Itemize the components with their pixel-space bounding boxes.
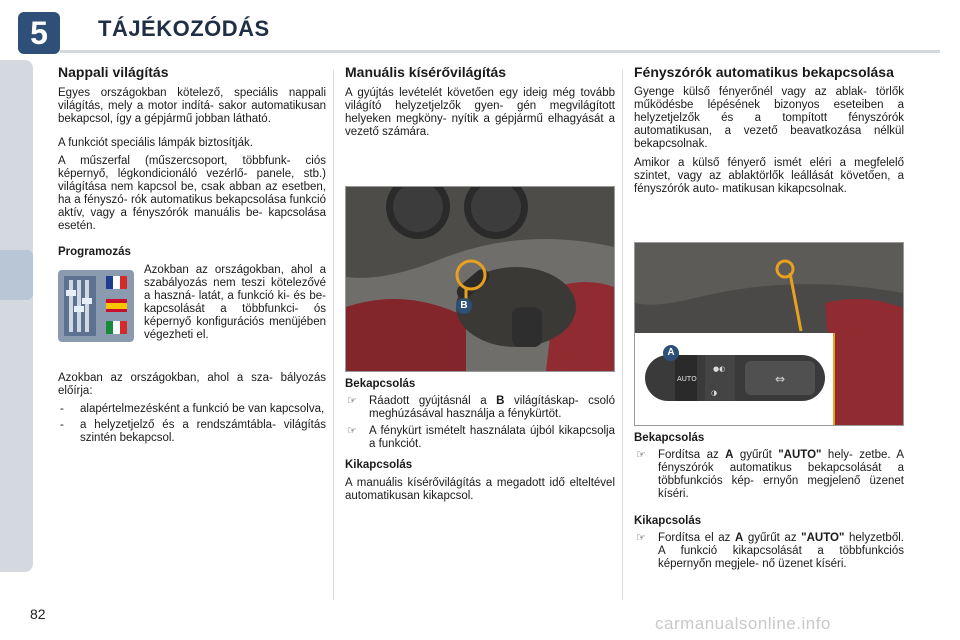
switch-on-steps [634, 449, 904, 501]
paragraph: Gyenge külső fényerőnél vagy az ablak- törlők működésbe lépésének bizonyos eseteiben a helyzetjelzők és a tompított fényszórók automatikusan, a vezető beavatkozása nélkül bekapcsolnak. [634, 86, 904, 150]
watermark: carmanualsonline.info [655, 614, 831, 633]
column-auto-headlamps [634, 64, 904, 196]
list-item: ☞ Fordítsa az A gyűrűt "AUTO" hely- zetbe. A fényszórók automatikus bekapcsolását a többfunkciós kép- ernyőn megjelenő üzenet kíséri. [636, 449, 905, 500]
sub-heading: Bekapcsolás [634, 432, 705, 444]
column-guide-me-home-steps [345, 378, 615, 503]
pointing-hand-icon: ☞ [636, 449, 646, 461]
paragraph: A műszerfal (műszercsoport, többfunk- ciós képernyő, légkondicionáló vezérlő- panele, stb.) világítása nem kapcsol be, csak abban az esetben, ha a fényszó- rók automatikus bekapcsolása funkció aktív, vagy a fényszórók manuális be- kapcsolása esetén. [58, 155, 326, 232]
callout-label-a: A [667, 347, 675, 358]
paragraph: Azokban az országokban, ahol a szabályozás nem teszi kötelezővé a haszná- latát, a funkció ki- és be- kapcsolását a többfunkci- ós képernyő konfigurációs menüjében végezheti el. [144, 264, 326, 341]
sub-heading: Programozás [58, 246, 131, 258]
column-divider [333, 70, 334, 600]
settings-sliders-icon [58, 270, 134, 342]
section-heading: Manuális kísérővilágítás [345, 64, 507, 80]
stalk-auto-marking: AUTO [677, 375, 697, 383]
chapter-number: 5 [18, 12, 60, 54]
pointing-hand-icon: ☞ [636, 532, 646, 544]
side-tab [0, 250, 33, 300]
column-auto-headlamps-steps [634, 432, 904, 575]
pointing-hand-icon: ☞ [347, 395, 357, 407]
svg-text:◑: ◑ [711, 389, 718, 397]
list-item: ☞ Ráadott gyújtásnál a B világításkap- csoló meghúzásával használja a fénykürtöt. [347, 395, 616, 420]
paragraph: A funkciót speciális lámpák biztosítják. [58, 137, 253, 149]
column-guide-me-home [345, 64, 615, 139]
list-item: ☞ A fénykürt ismételt használata újból kikapcsolja a funkciót. [347, 425, 615, 450]
paragraph: A gyújtás levételét követően egy ideig még tovább világító helyzetjelzők gyen- gén megvilágított helyeken megköny- nyítik a gépjármű elhagyását a vezető számára. [345, 87, 615, 138]
requirements-list [58, 403, 326, 445]
callout-label-b: B [460, 300, 468, 311]
list-item: ☞ Fordítsa el az A gyűrűt az "AUTO" helyzetből. A funkció kikapcsolását a többfunkciós képernyőn megjele- nő üzenet kíséri. [636, 532, 904, 570]
switch-on-steps [345, 395, 615, 451]
header-rule [60, 50, 940, 53]
column-divider [622, 70, 623, 600]
paragraph: Amikor a külső fényerő ismét eléri a megfelelő szintet, vagy az ablaktörlők leállását követően, a fényszórók auto- matikusan kikapcsolnak. [634, 157, 904, 195]
programming-block [58, 264, 326, 356]
column-daytime-lights [58, 64, 326, 448]
side-band [0, 60, 33, 572]
list-item: - alapértelmezésként a funkció be van kapcsolva, [60, 403, 325, 415]
section-heading: Fényszórók automatikus bekapcsolása [634, 64, 894, 80]
svg-text:⇔: ⇔ [775, 372, 786, 386]
photo-lighting-stalk [345, 186, 615, 372]
list-item: - a helyzetjelző és a rendszámtábla- világítás szintén bekapcsol. [60, 419, 326, 444]
paragraph: Egyes országokban kötelező, speciális nappali világítás, mely a motor indítá- sakor automatikusan bekapcsol, így a gépjármű jobban látható. [58, 87, 326, 125]
page-title: TÁJÉKOZÓDÁS [98, 16, 270, 41]
photo-auto-stalk [634, 242, 904, 426]
svg-text:●◐: ●◐ [713, 365, 726, 373]
switch-off-steps [634, 532, 904, 571]
paragraph: Azokban az országokban, ahol a sza- bályozás előírja: [58, 372, 326, 397]
section-heading: Nappali világítás [58, 64, 169, 80]
sub-heading: Kikapcsolás [634, 515, 702, 527]
sub-heading: Bekapcsolás [345, 378, 416, 390]
pointing-hand-icon: ☞ [347, 425, 357, 437]
page-number: 82 [30, 606, 46, 622]
paragraph: A manuális kísérővilágítás a megadott idő elteltével automatikusan kikapcsol. [345, 477, 615, 502]
sub-heading: Kikapcsolás [345, 459, 413, 471]
